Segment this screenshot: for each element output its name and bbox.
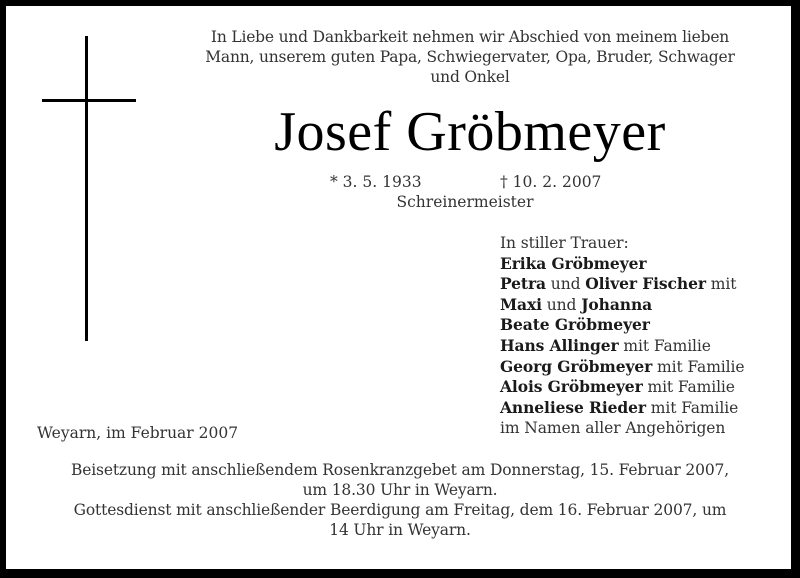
funeral-line: Beisetzung mit anschließendem Rosenkranzgebet am Donnerstag, 15. Februar 2007, (70, 461, 730, 479)
mourner-name: Alois Gröbmeyer (500, 377, 643, 397)
deceased-name: Josef Gröbmeyer (274, 101, 666, 163)
mourner-line (500, 377, 744, 398)
intro-line: In Liebe und Dankbarkeit nehmen wir Abschied von meinem lieben (210, 28, 730, 46)
mourner-name: Johanna (581, 294, 653, 314)
closing-text: im Namen aller Angehörigen (500, 419, 726, 438)
mourner-line (500, 315, 744, 336)
mourner-name: Georg Gröbmeyer (500, 356, 653, 376)
funeral-details (20, 460, 780, 540)
profession: Schreinermeister (396, 193, 534, 211)
place-date: Weyarn, im Februar 2007 (37, 424, 239, 442)
connector-text: mit Familie (642, 378, 735, 397)
mourner-name: Anneliese Rieder (500, 397, 646, 417)
funeral-line: um 18.30 Uhr in Weyarn. (302, 481, 498, 499)
birth-date: * 3. 5. 1933 (330, 173, 422, 191)
cross-vertical-bar (85, 36, 88, 341)
mourner-name: Oliver Fischer (585, 274, 706, 294)
mourners-heading: In stiller Trauer: (500, 234, 629, 252)
intro-line: Mann, unserem guten Papa, Schwiegervater, Opa, Bruder, Schwager (205, 48, 735, 66)
mourner-name: Petra (500, 274, 546, 294)
mourner-line (500, 274, 744, 295)
connector-text: und (545, 275, 586, 294)
mourner-line (500, 254, 744, 275)
mourner-line (500, 398, 744, 419)
funeral-line: 14 Uhr in Weyarn. (329, 521, 471, 539)
mourners-list (500, 233, 744, 439)
connector-text: und (541, 295, 582, 314)
intro-line: und Onkel (430, 68, 510, 86)
mourner-name: Maxi (500, 294, 542, 314)
funeral-line: Gottesdienst mit anschließender Beerdigung am Freitag, dem 16. Februar 2007, um (73, 501, 727, 519)
mourner-line (500, 418, 744, 439)
mourner-name: Hans Allinger (500, 335, 619, 355)
connector-text: mit Familie (652, 357, 745, 376)
mourner-name: Beate Gröbmeyer (500, 315, 650, 335)
connector-text: mit Familie (618, 336, 711, 355)
mourner-line (500, 336, 744, 357)
mourner-name: Erika Gröbmeyer (500, 253, 647, 273)
connector-text: mit Familie (645, 398, 739, 417)
death-date: † 10. 2. 2007 (500, 173, 602, 191)
mourner-line (500, 357, 744, 378)
mourner-line (500, 295, 744, 316)
connector-text: mit (705, 275, 737, 294)
cross-horizontal-bar (42, 99, 136, 102)
intro-text (170, 27, 770, 87)
